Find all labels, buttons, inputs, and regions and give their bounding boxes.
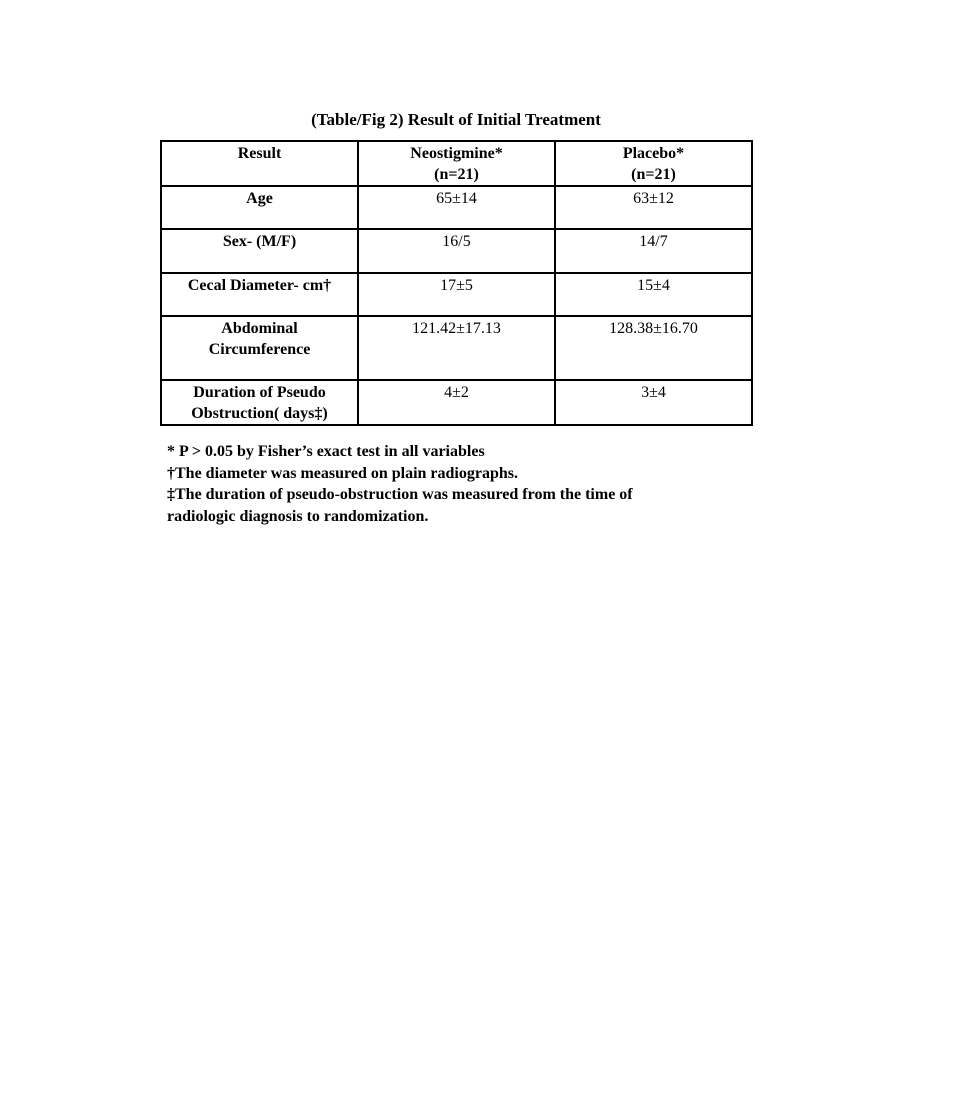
row-label <box>161 380 358 425</box>
header-neostigmine-n: (n=21) <box>434 166 479 183</box>
row-label-line: Circumference <box>208 341 311 358</box>
table-row-age <box>161 186 752 229</box>
placebo-value: 3±4 <box>555 380 752 425</box>
footnote-p-value: * P > 0.05 by Fisher’s exact test in all variables <box>167 443 485 460</box>
footnote-duration: ‡The duration of pseudo-obstruction was measured from the time of <box>167 486 633 503</box>
row-label-line: Abdominal <box>221 320 298 337</box>
table-title: (Table/Fig 2) Result of Initial Treatment <box>311 110 601 129</box>
row-label-line: Obstruction( days‡) <box>191 405 328 422</box>
header-result <box>161 141 358 186</box>
neostigmine-value: 121.42±17.13 <box>358 316 555 380</box>
results-table <box>160 140 753 426</box>
row-label-line: Duration of Pseudo <box>193 384 326 401</box>
placebo-value: 15±4 <box>555 273 752 316</box>
footnote-diameter: †The diameter was measured on plain radiographs. <box>167 464 518 482</box>
header-placebo <box>555 141 752 186</box>
header-result-label: Result <box>237 145 282 162</box>
neostigmine-value: 16/5 <box>358 229 555 273</box>
row-label: Sex- (M/F) <box>161 229 358 273</box>
neostigmine-value: 17±5 <box>358 273 555 316</box>
header-placebo-n: (n=21) <box>631 166 676 183</box>
table-row-sex <box>161 229 752 273</box>
table-row-cecal-diameter <box>161 273 752 316</box>
row-label: Age <box>161 186 358 229</box>
table-row-abdominal-circumference <box>161 316 752 380</box>
table-header-row <box>161 141 752 186</box>
row-label <box>161 316 358 380</box>
neostigmine-value: 4±2 <box>358 380 555 425</box>
header-neostigmine-label: Neostigmine* <box>410 145 503 162</box>
footnote-duration-cont: radiologic diagnosis to randomization. <box>167 507 429 525</box>
header-placebo-label: Placebo* <box>622 145 685 162</box>
table-row-duration <box>161 380 752 425</box>
placebo-value: 128.38±16.70 <box>555 316 752 380</box>
placebo-value: 14/7 <box>555 229 752 273</box>
neostigmine-value: 65±14 <box>358 186 555 229</box>
footnotes <box>167 441 767 527</box>
placebo-value: 63±12 <box>555 186 752 229</box>
row-label: Cecal Diameter- cm† <box>161 273 358 316</box>
header-neostigmine <box>358 141 555 186</box>
